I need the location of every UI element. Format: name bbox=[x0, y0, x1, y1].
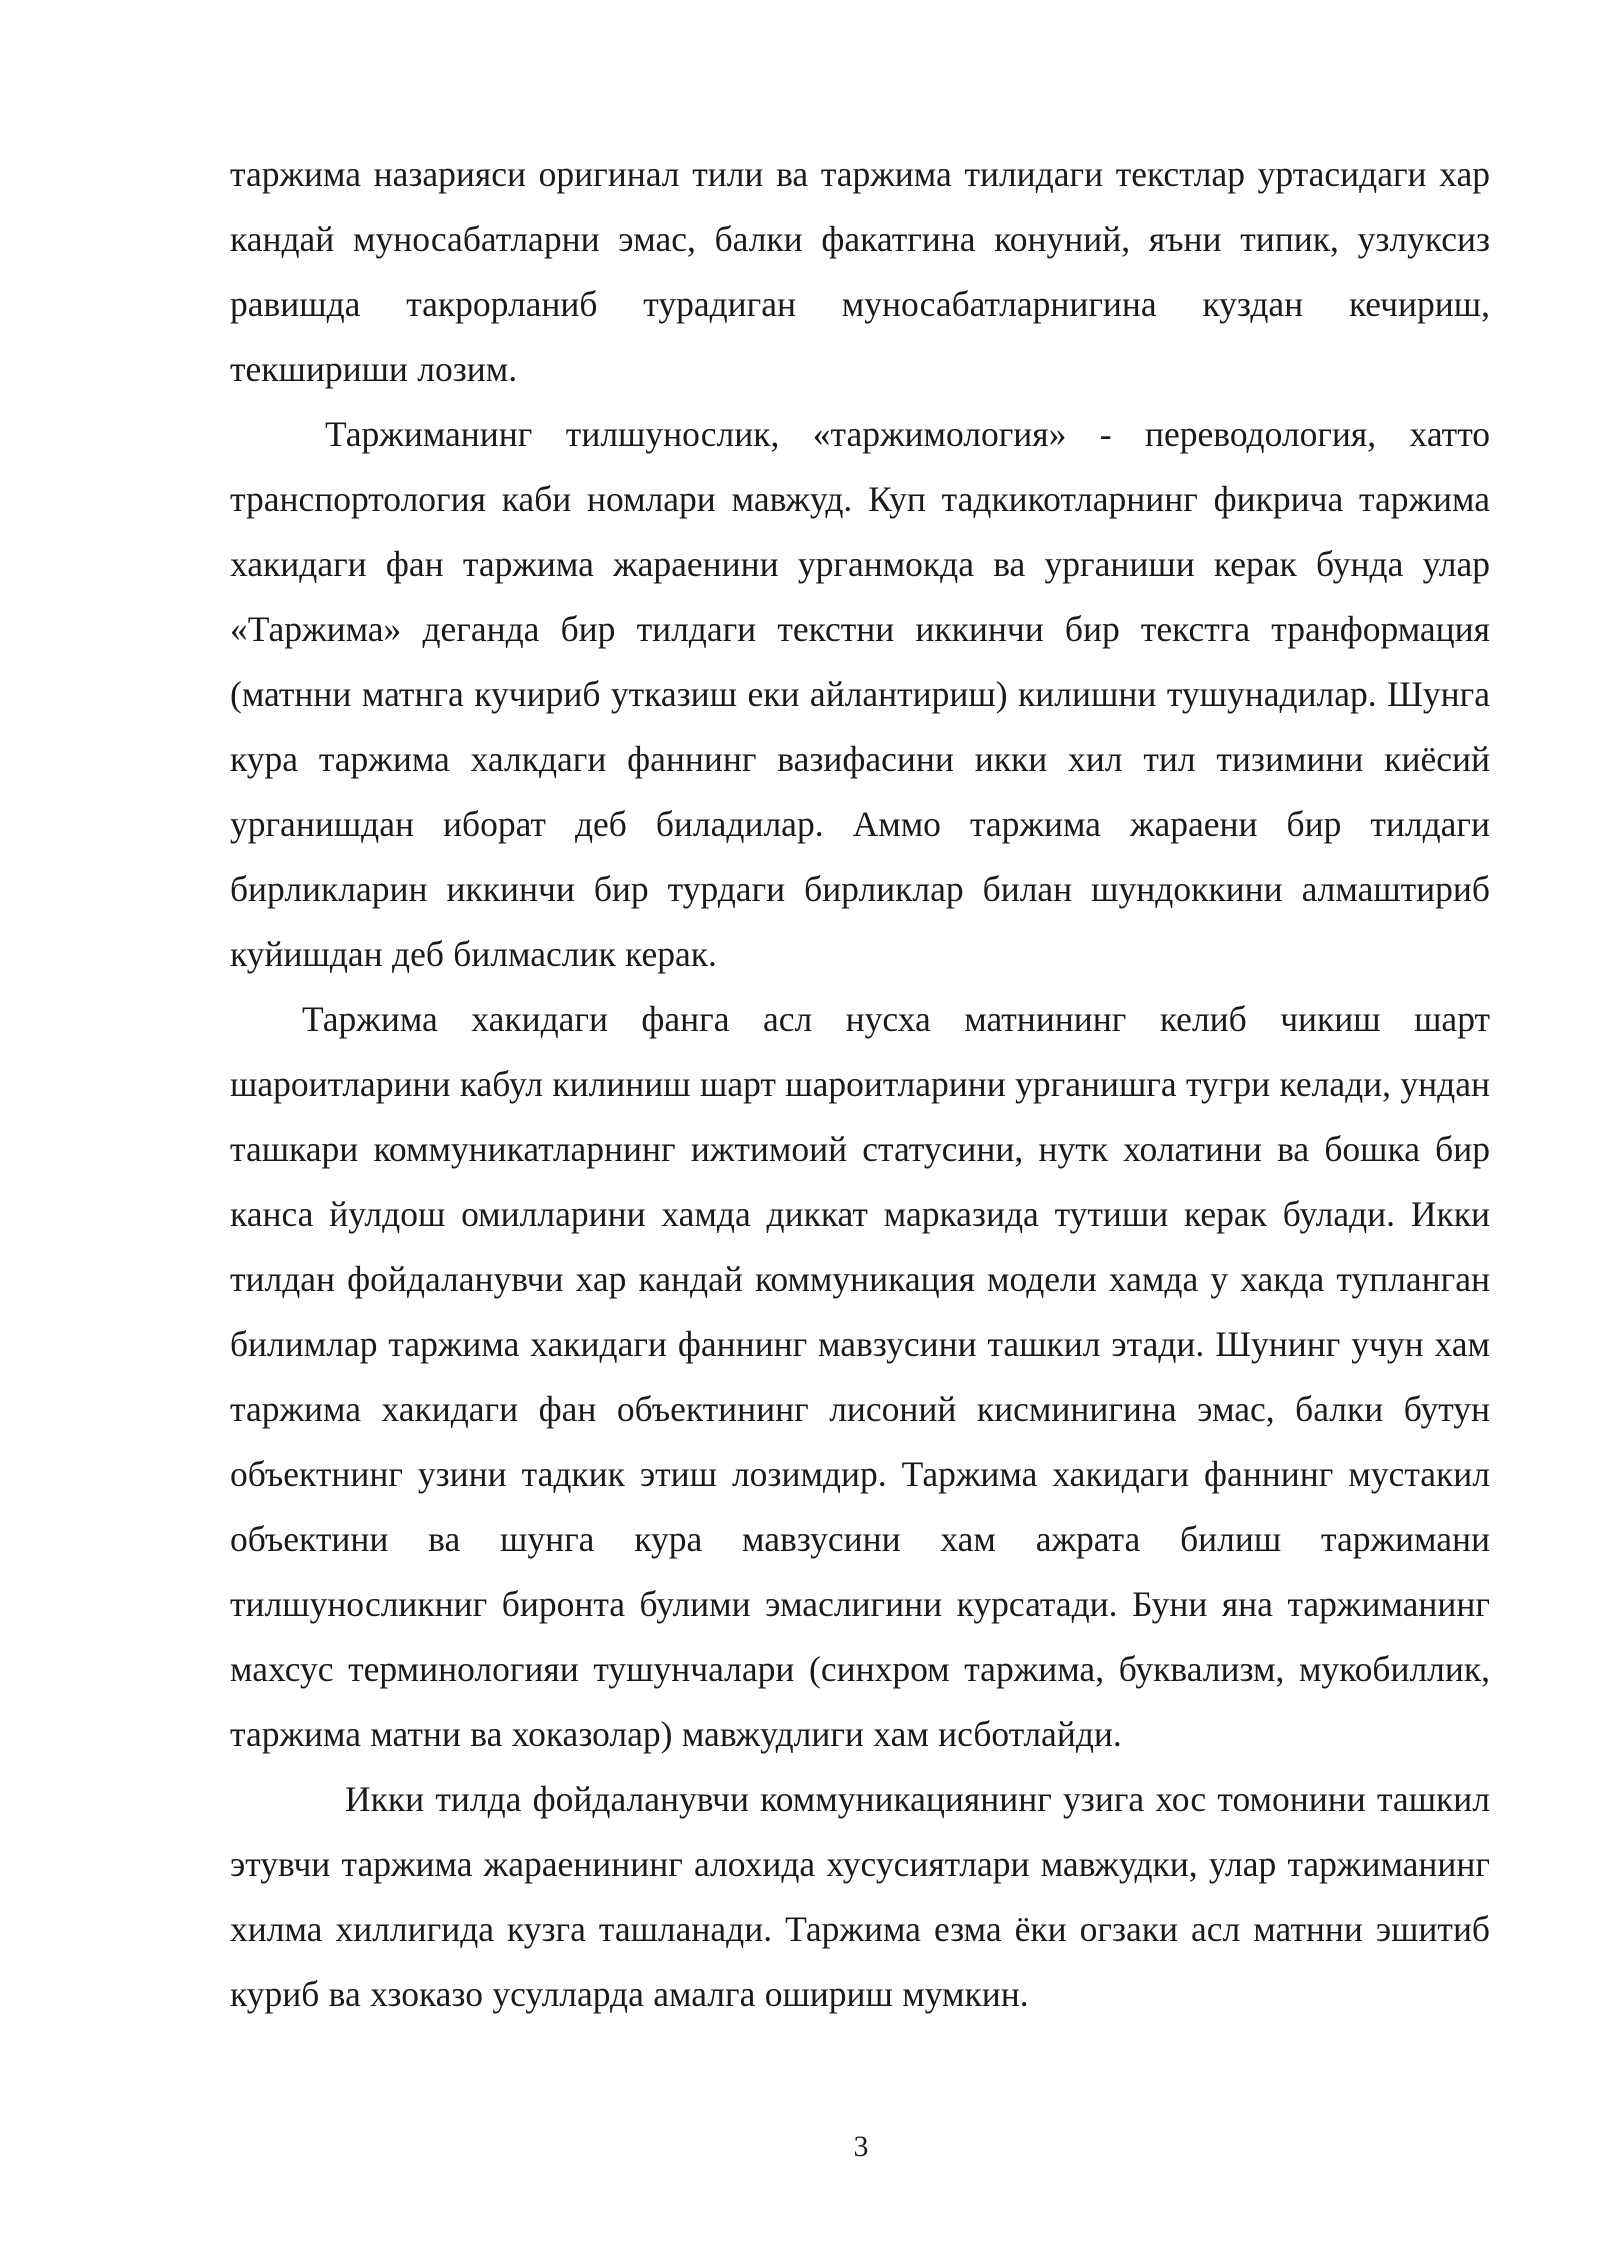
paragraph-2: Таржиманинг тилшунослик, «таржимология» - переводология, хатто транспортология каби номлари мавжуд. Куп тадкикотларнинг фикрича таржима хакидаги фан таржима жараенини урганмокда ва урганиши керак бунда улар «Таржима» деганда бир тилдаги текстни иккинчи бир текстга транформация (матнни матнга кучириб утказиш еки айлантириш) килишни тушунадилар. Шунга кура таржима халкдаги фаннинг вазифасини икки хил тил тизимини киёсий урганишдан иборат деб биладилар. Аммо таржима жараени бир тилдаги бирликларин иккинчи бир турдаги бирликлар билан шундоккини алмаштириб куйишдан деб билмаслик керак. bbox=[230, 414, 1490, 974]
page-number: 3 bbox=[853, 2130, 869, 2163]
document-body bbox=[230, 142, 1490, 2027]
paragraph-1: таржима назарияси оригинал тили ва таржима тилидаги текстлар уртасидаги хар кандай муносабатларни эмас, балки факатгина конуний, яъни типик, узлуксиз равишда такрорланиб турадиган муносабатларнигина куздан кечириш, текшириши лозим. bbox=[230, 154, 1490, 389]
paragraph-3: Таржима хакидаги фанга асл нусха матнининг келиб чикиш шарт шароитларини кабул килиниш шарт шароитларини урганишга тугри келади, ундан ташкари коммуникатларнинг ижтимоий статусини, нутк холатини ва бошка бир канса йулдош омилларини хамда диккат марказида тутиши керак булади. Икки тилдан фойдаланувчи хар кандай коммуникация модели хамда у хакда тупланган билимлар таржима хакидаги фаннинг мавзусини ташкил этади. Шунинг учун хам таржима хакидаги фан объектининг лисоний кисминигина эмас, балки бутун объектнинг узини тадкик этиш лозимдир. Таржима хакидаги фаннинг мустакил объектини ва шунга кура мавзусини хам ажрата билиш таржимани тилшуносликниг биронта булими эмаслигини курсатади. Буни яна таржиманинг махсус терминологияи тушунчалари (синхром таржима, буквализм, мукобиллик, таржима матни ва хоказолар) мавжудлиги хам исботлайди. bbox=[230, 999, 1490, 1754]
paragraph-4: Икки тилда фойдаланувчи коммуникациянинг узига хос томонини ташкил этувчи таржима жараенининг алохида хусусиятлари мавжудки, улар таржиманинг хилма хиллигида кузга ташланади. Таржима езма ёки огзаки асл матнни эшитиб куриб ва хзоказо усулларда амалга ошириш мумкин. bbox=[230, 1779, 1490, 2014]
